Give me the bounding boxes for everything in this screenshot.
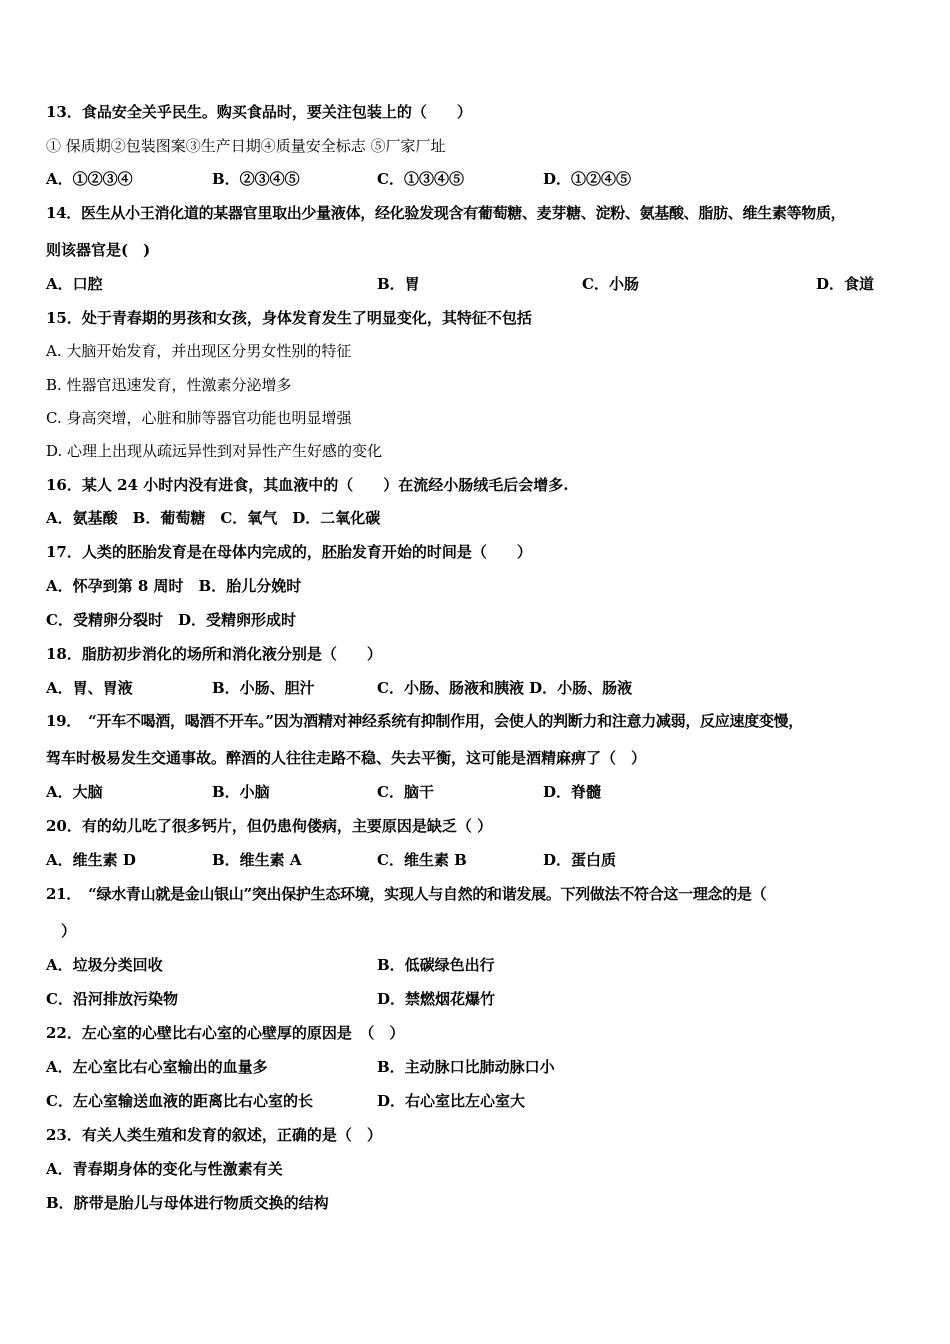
question-13-options bbox=[46, 168, 916, 190]
question-14-option-b: B．胃 bbox=[377, 275, 420, 293]
question-19-option-b: B．小脑 bbox=[212, 783, 270, 801]
question-21-stem-line-1: 21． “绿水青山就是金山银山”突出保护生态环境，实现人与自然的和谐发展。下列做法不符合这一理念的是（ bbox=[46, 885, 767, 903]
question-21-stem-line-2: ） bbox=[46, 922, 77, 940]
question-23-stem: 23．有关人类生殖和发育的叙述，正确的是（ ） bbox=[46, 1126, 382, 1144]
question-15-option-b: B. 性器官迅速发育，性激素分泌增多 bbox=[46, 376, 292, 394]
question-19-option-d: D．脊髓 bbox=[543, 783, 602, 801]
question-16-options: A．氨基酸 B．葡萄糖 C．氧气 D．二氧化碳 bbox=[46, 509, 381, 527]
question-20-options bbox=[46, 849, 916, 871]
question-15-option-c: C. 身高突增，心脏和肺等器官功能也明显增强 bbox=[46, 409, 352, 427]
question-22-option-b: B．主动脉口比肺动脉口小 bbox=[377, 1058, 555, 1076]
question-15-stem: 15．处于青春期的男孩和女孩，身体发育发生了明显变化，其特征不包括 bbox=[46, 309, 532, 327]
question-14-option-c: C．小肠 bbox=[582, 275, 639, 293]
question-18-options bbox=[46, 677, 916, 699]
question-22-options-ab bbox=[46, 1056, 916, 1078]
question-20-option-a: A．维生素 D bbox=[46, 851, 136, 869]
question-17-options-ab: A．怀孕到第 8 周时 B．胎儿分娩时 bbox=[46, 577, 302, 595]
question-21-option-b: B．低碳绿色出行 bbox=[377, 956, 495, 974]
question-17-options-cd: C．受精卵分裂时 D．受精卵形成时 bbox=[46, 611, 296, 629]
question-21-option-d: D．禁燃烟花爆竹 bbox=[377, 990, 496, 1008]
question-23-option-a: A．青春期身体的变化与性激素有关 bbox=[46, 1160, 283, 1178]
question-14-stem-line-2: 则该器官是( ) bbox=[46, 241, 151, 259]
question-13-option-d: D．①②④⑤ bbox=[543, 170, 632, 188]
question-19-options bbox=[46, 781, 916, 803]
question-22-option-d: D．右心室比左心室大 bbox=[377, 1092, 526, 1110]
question-21-options-ab bbox=[46, 954, 916, 976]
question-21-option-c: C．沿河排放污染物 bbox=[46, 990, 178, 1008]
question-20-option-b: B．维生素 A bbox=[212, 851, 302, 869]
question-14-stem-line-1: 14．医生从小王消化道的某器官里取出少量液体，经化验发现含有葡萄糖、麦芽糖、淀粉、氨基酸、脂肪、维生素等物质， bbox=[46, 204, 846, 222]
question-19-stem-line-2: 驾车时极易发生交通事故。醉酒的人往往走路不稳、失去平衡，这可能是酒精麻痹了（ ） bbox=[46, 749, 647, 767]
question-22-option-a: A．左心室比右心室输出的血量多 bbox=[46, 1058, 268, 1076]
question-22-option-c: C．左心室输送血液的距离比右心室的长 bbox=[46, 1092, 313, 1110]
question-19-option-a: A．大脑 bbox=[46, 783, 103, 801]
question-18-stem: 18．脂肪初步消化的场所和消化液分别是（ ） bbox=[46, 645, 382, 663]
question-18-option-a: A．胃、胃液 bbox=[46, 679, 133, 697]
question-13-option-b: B．②③④⑤ bbox=[212, 170, 300, 188]
question-21-option-a: A．垃圾分类回收 bbox=[46, 956, 163, 974]
question-20-option-c: C．维生素 B bbox=[377, 851, 467, 869]
question-23-option-b: B．脐带是胎儿与母体进行物质交换的结构 bbox=[46, 1194, 329, 1212]
question-14-options bbox=[46, 273, 916, 295]
question-22-options-cd bbox=[46, 1090, 916, 1112]
question-13-option-a: A．①②③④ bbox=[46, 170, 133, 188]
question-22-stem: 22．左心室的心壁比右心室的心壁厚的原因是 （ ） bbox=[46, 1024, 405, 1042]
question-19-stem-line-1: 19． “开车不喝酒，喝酒不开车。”因为酒精对神经系统有抑制作用，会使人的判断力和注意力减弱，反应速度变慢， bbox=[46, 712, 803, 730]
question-14-option-d: D．食道 bbox=[816, 275, 875, 293]
question-13-items: ① 保质期②包装图案③生产日期④质量安全标志 ⑤厂家厂址 bbox=[46, 137, 446, 155]
question-17-stem: 17．人类的胚胎发育是在母体内完成的，胚胎发育开始的时间是（ ） bbox=[46, 543, 532, 561]
question-15-option-a: A. 大脑开始发育，并出现区分男女性别的特征 bbox=[46, 342, 352, 360]
question-19-option-c: C．脑干 bbox=[377, 783, 434, 801]
question-20-stem: 20．有的幼儿吃了很多钙片，但仍患佝偻病，主要原因是缺乏（ ） bbox=[46, 817, 493, 835]
question-18-option-b: B．小肠、胆汁 bbox=[212, 679, 315, 697]
question-21-options-cd bbox=[46, 988, 916, 1010]
question-13-option-c: C．①③④⑤ bbox=[377, 170, 464, 188]
question-14-option-a: A．口腔 bbox=[46, 275, 103, 293]
question-18-option-cd: C．小肠、肠液和胰液 D．小肠、肠液 bbox=[377, 679, 633, 697]
question-20-option-d: D．蛋白质 bbox=[543, 851, 617, 869]
question-15-option-d: D. 心理上出现从疏远异性到对异性产生好感的变化 bbox=[46, 442, 383, 460]
question-16-stem: 16．某人 24 小时内没有进食，其血液中的（ ）在流经小肠绒毛后会增多. bbox=[46, 476, 569, 494]
question-13-stem: 13．食品安全关乎民生。购买食品时，要关注包装上的（ ） bbox=[46, 103, 472, 121]
